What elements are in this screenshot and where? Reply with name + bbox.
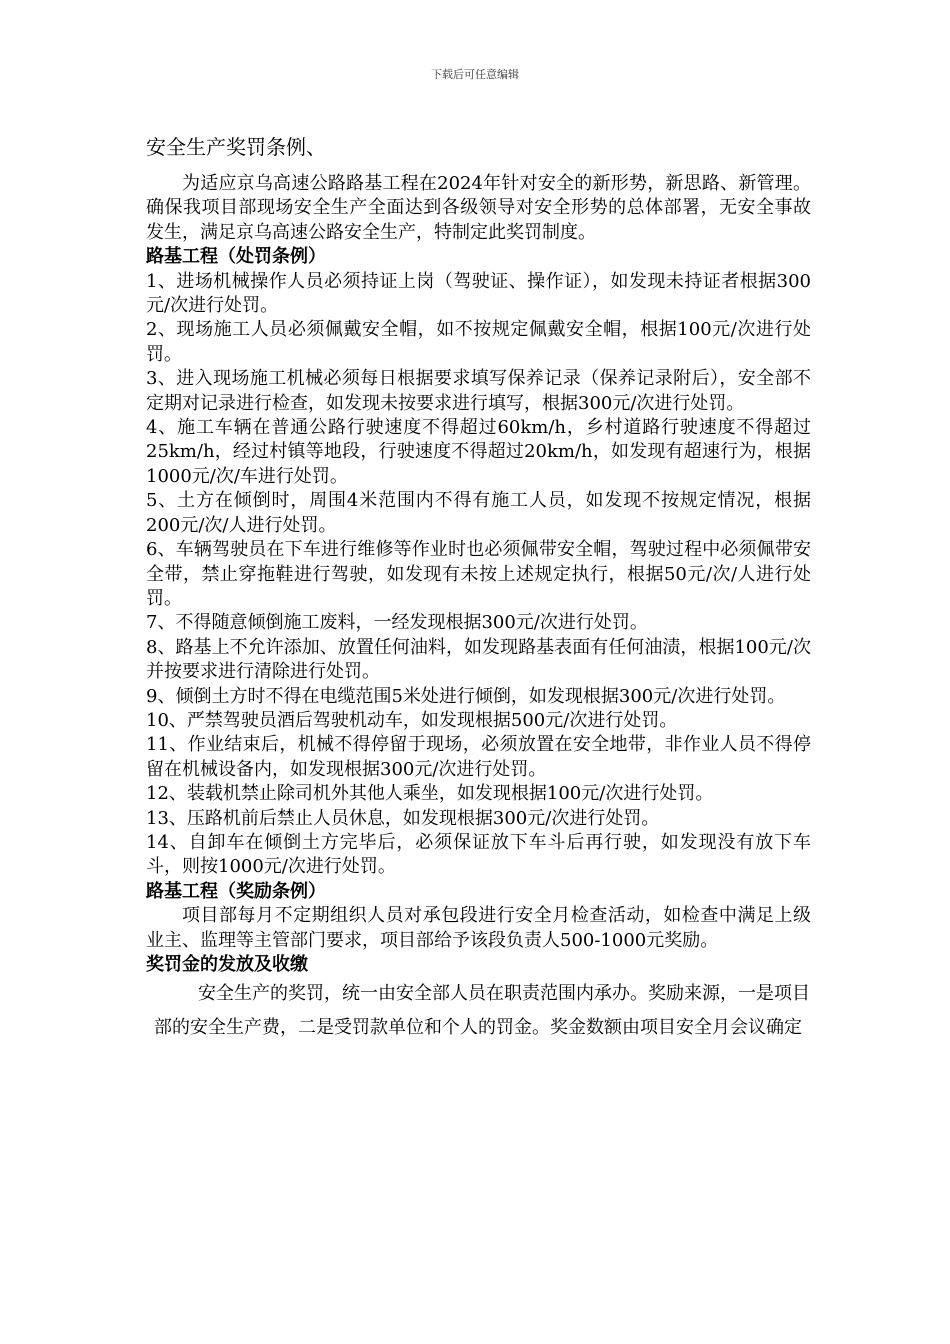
penalty-item-9: 9、倾倒土方时不得在电缆范围5米处进行倾倒，如发现根据300元/次进行处罚。 — [146, 685, 786, 707]
penalty-item-10: 10、严禁驾驶员酒后驾驶机动车，如发现根据500元/次进行处罚。 — [146, 709, 678, 731]
reward-heading: 路基工程（奖励条例） — [146, 880, 326, 902]
penalty-heading: 路基工程（处罚条例） — [146, 246, 326, 268]
penalty-item-12: 12、装载机禁止除司机外其他人乘坐，如发现根据100元/次进行处罚。 — [146, 783, 714, 805]
penalty-item-13: 13、压路机前后禁止人员休息，如发现根据300元/次进行处罚。 — [146, 807, 660, 829]
penalty-item-5: 5、土方在倾倒时，周围4米范围内不得有施工人员，如发现不按规定情况，根据200元/次/人进行处罚。 — [146, 490, 811, 536]
penalty-item-8: 8、路基上不允许添加、放置任何油料，如发现路基表面有任何油渍，根据100元/次并按要求进行清除进行处罚。 — [146, 636, 811, 683]
penalty-item-3: 3、进入现场施工机械必须每日根据要求填写保养记录（保养记录附后），安全部不定期对记录进行检查，如发现未按要求进行填写，根据300元/次进行处罚。 — [146, 368, 811, 414]
intro-paragraph: 为适应京乌高速公路路基工程在2024年针对安全的新形势，新思路、新管理。确保我项目部现场安全生产全面达到各级领导对安全形势的总体部署，无安全事故发生，满足京乌高速公路安全生产，特制定此奖罚制度。 — [146, 173, 811, 243]
header-note: 下载后可任意编辑 — [431, 68, 519, 81]
penalty-item-14: 14、自卸车在倾倒土方完毕后，必须保证放下车斗后再行驶，如发现没有放下车斗，则按1000元/次进行处罚。 — [146, 831, 811, 878]
funds-heading: 奖罚金的发放及收缴 — [146, 954, 308, 975]
funds-paragraph: 安全生产的奖罚，统一由安全部人员在职责范围内承办。奖励来源，一是项目部的安全生产费，二是受罚款单位和个人的罚金。奖金数额由项目安全月会议确定 — [154, 983, 810, 1039]
penalty-item-11: 11、作业结束后，机械不得停留于现场，必须放置在安全地带，非作业人员不得停留在机械设备内，如发现根据300元/次进行处罚。 — [146, 734, 811, 780]
penalty-item-2: 2、现场施工人员必须佩戴安全帽，如不按规定佩戴安全帽，根据100元/次进行处罚。 — [146, 319, 811, 365]
penalty-item-4: 4、施工车辆在普通公路行驶速度不得超过60km/h，乡村道路行驶速度不得超过25km/h，经过村镇等地段，行驶速度不得超过20km/h，如发现有超速行为，根据1000元/次/车进行处罚。 — [146, 417, 811, 487]
penalty-item-1: 1、进场机械操作人员必须持证上岗（驾驶证、操作证），如发现未持证者根据300元/次进行处罚。 — [146, 270, 811, 317]
penalty-item-6: 6、车辆驾驶员在下车进行维修等作业时也必须佩带安全帽，驾驶过程中必须佩带安全带，禁止穿拖鞋进行驾驶，如发现有未按上述规定执行，根据50元/次/人进行处罚。 — [146, 539, 811, 609]
document-body — [146, 130, 811, 1045]
penalty-item-7: 7、不得随意倾倒施工废料，一经发现根据300元/次进行处罚。 — [146, 612, 648, 634]
reward-paragraph: 项目部每月不定期组织人员对承包段进行安全月检查活动，如检查中满足上级业主、监理等主管部门要求，项目部给予该段负责人500-1000元奖励。 — [146, 905, 811, 951]
document-title: 安全生产奖罚条例、 — [146, 135, 326, 159]
